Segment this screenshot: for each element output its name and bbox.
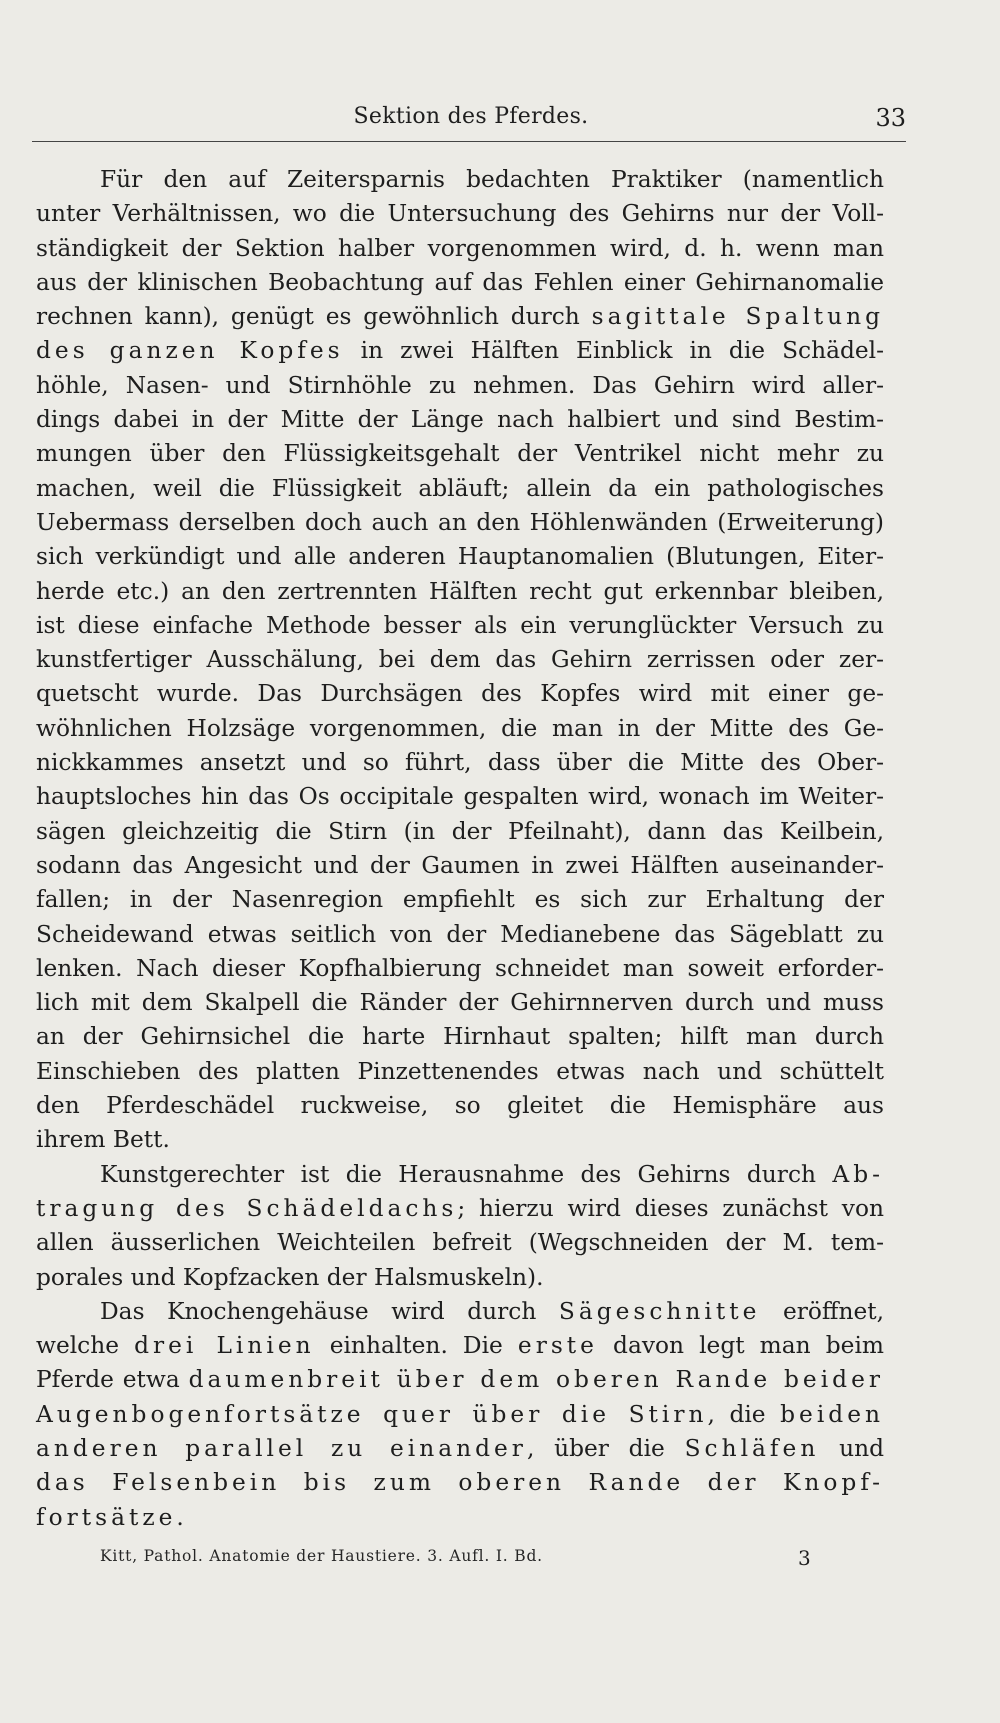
running-title: Sektion des Pferdes. (353, 104, 589, 129)
text-run: einhalten. Die (314, 1332, 518, 1360)
header-rule (32, 141, 906, 142)
text-line (36, 1398, 884, 1432)
text-line (36, 1261, 884, 1295)
text-line (36, 1501, 884, 1535)
text-line (36, 437, 884, 471)
text-run: ihrem Bett. (36, 1126, 170, 1154)
text-line (36, 472, 884, 506)
text-run: davon legt man beim (597, 1332, 884, 1360)
text-line (36, 1192, 884, 1226)
spaced-emphasis: Sägeschnitte (558, 1297, 761, 1325)
spaced-emphasis: fortsätze. (36, 1503, 188, 1531)
text-run: sich verkündigt und alle anderen Hauptanomalien (Blutungen, Eiter- (36, 543, 884, 571)
text-run: an der Gehirnsichel die harte Hirnhaut spalten; hilft man durch (36, 1023, 884, 1051)
text-line (36, 266, 884, 300)
text-run: ständigkeit der Sektion halber vorgenommen wird, d. h. wenn man (36, 234, 884, 262)
spaced-emphasis: Ab- (832, 1160, 884, 1188)
text-run: kunstfertiger Ausschälung, bei dem das Gehirn zerrissen oder zer- (36, 646, 884, 674)
text-line (36, 197, 884, 231)
text-run: in zwei Hälften Einblick in die Schädel- (343, 337, 885, 365)
spaced-emphasis: sagittale Spaltung (591, 303, 884, 331)
spaced-emphasis: drei Linien (134, 1332, 315, 1360)
text-line (36, 1123, 884, 1157)
text-line (36, 746, 884, 780)
text-line (36, 883, 884, 917)
text-run: sodann das Angesicht und der Gaumen in zwei Hälften auseinander- (36, 851, 884, 879)
spaced-emphasis: das Felsenbein bis zum oberen Rande der Knopf- (36, 1469, 884, 1497)
text-run: und (819, 1434, 884, 1462)
text-run: dings dabei in der Mitte der Länge nach halbiert und sind Bestim- (36, 406, 884, 434)
text-run: Uebermass derselben doch auch an den Höhlenwänden (Erweiterung) (36, 508, 884, 536)
text-line (36, 300, 884, 334)
text-line (36, 643, 884, 677)
signature-mark: 3 (798, 1546, 811, 1570)
text-line (36, 952, 884, 986)
text-line (36, 1226, 884, 1260)
text-run: Kunstgerechter ist die Herausnahme des Gehirns durch (100, 1160, 833, 1188)
spaced-emphasis: erste (517, 1332, 598, 1360)
text-run: wöhnlichen Holzsäge vorgenommen, die man in der Mitte des Ge- (36, 714, 884, 742)
text-line (36, 575, 884, 609)
text-run: , die (707, 1400, 781, 1428)
text-run: lenken. Nach dieser Kopfhalbierung schneidet man soweit erforder- (36, 954, 884, 982)
spaced-emphasis: Schläfen (684, 1434, 820, 1462)
footer-imprint: Kitt, Pathol. Anatomie der Haustiere. 3. Aufl. I. Bd. (100, 1547, 543, 1565)
text-run: ist diese einfache Methode besser als ein verunglückter Versuch zu (36, 611, 884, 639)
body-text (36, 163, 884, 1535)
text-line (36, 1020, 884, 1054)
text-line (36, 506, 884, 540)
text-run: den Pferdeschädel ruckweise, so gleitet die Hemisphäre aus (36, 1092, 884, 1120)
text-line (36, 986, 884, 1020)
text-line (36, 540, 884, 574)
text-run: rechnen kann), genügt es gewöhnlich durch (36, 303, 592, 331)
text-line (36, 780, 884, 814)
text-run: hauptsloches hin das Os occipitale gespalten wird, wonach im Weiter- (36, 783, 884, 811)
paragraph (36, 1158, 884, 1295)
page-number: 33 (875, 104, 906, 132)
text-run: mungen über den Flüssigkeitsgehalt der Ventrikel nicht mehr zu (36, 440, 884, 468)
paragraph (36, 163, 884, 1158)
text-run: herde etc.) an den zertrennten Hälften recht gut erkennbar bleiben, (36, 577, 884, 605)
text-line (36, 163, 884, 197)
text-run: höhle, Nasen- und Stirnhöhle zu nehmen. Das Gehirn wird aller- (36, 371, 884, 399)
text-run: eröffnet, (760, 1297, 885, 1325)
text-line (36, 1363, 884, 1397)
text-run: ; hierzu wird dieses zunächst von (457, 1194, 884, 1222)
text-line (36, 712, 884, 746)
text-run: nickkammes ansetzt und so führt, dass über die Mitte des Ober- (36, 749, 884, 777)
text-run: quetscht wurde. Das Durchsägen des Kopfes wird mit einer ge- (36, 680, 884, 708)
text-run: porales und Kopfzacken der Halsmuskeln). (36, 1263, 544, 1291)
running-head (36, 104, 906, 144)
text-run: , über die (526, 1434, 685, 1462)
text-line (36, 232, 884, 266)
text-line (36, 1158, 884, 1192)
text-run: fallen; in der Nasenregion empfiehlt es sich zur Erhaltung der (36, 886, 884, 914)
text-run: machen, weil die Flüssigkeit abläuft; allein da ein pathologisches (36, 474, 884, 502)
text-line (36, 334, 884, 368)
spaced-emphasis: daumenbreit über dem oberen Rande beider (188, 1366, 884, 1394)
text-run: unter Verhältnissen, wo die Untersuchung des Gehirns nur der Voll- (36, 200, 884, 228)
text-run: Das Knochengehäuse wird durch (100, 1297, 559, 1325)
text-run: Pferde etwa (36, 1366, 189, 1394)
paragraph (36, 1295, 884, 1535)
text-line (36, 1466, 884, 1500)
text-line (36, 1295, 884, 1329)
text-line (36, 918, 884, 952)
spaced-emphasis: beiden (780, 1400, 884, 1428)
text-run: lich mit dem Skalpell die Ränder der Gehirnnerven durch und muss (36, 989, 884, 1017)
spaced-emphasis: anderen parallel zu einander (36, 1434, 527, 1462)
text-line (36, 849, 884, 883)
spaced-emphasis: tragung des Schädeldachs (36, 1194, 458, 1222)
text-line (36, 609, 884, 643)
text-line (36, 1432, 884, 1466)
text-run: allen äusserlichen Weichteilen befreit (Wegschneiden der M. tem- (36, 1229, 884, 1257)
text-line (36, 403, 884, 437)
text-line (36, 1329, 884, 1363)
spaced-emphasis: Augenbogenfortsätze quer über die Stirn (36, 1400, 708, 1428)
text-run: welche (36, 1332, 135, 1360)
text-line (36, 677, 884, 711)
text-line (36, 1055, 884, 1089)
text-line (36, 1089, 884, 1123)
text-line (36, 369, 884, 403)
text-line (36, 815, 884, 849)
text-run: sägen gleichzeitig die Stirn (in der Pfeilnaht), dann das Keilbein, (36, 817, 884, 845)
text-run: Einschieben des platten Pinzettenendes etwas nach und schüttelt (36, 1057, 884, 1085)
text-run: Scheidewand etwas seitlich von der Medianebene das Sägeblatt zu (36, 920, 884, 948)
spaced-emphasis: des ganzen Kopfes (36, 337, 344, 365)
text-run: Für den auf Zeitersparnis bedachten Praktiker (namentlich (100, 166, 884, 193)
text-run: aus der klinischen Beobachtung auf das Fehlen einer Gehirnanomalie (36, 268, 884, 296)
